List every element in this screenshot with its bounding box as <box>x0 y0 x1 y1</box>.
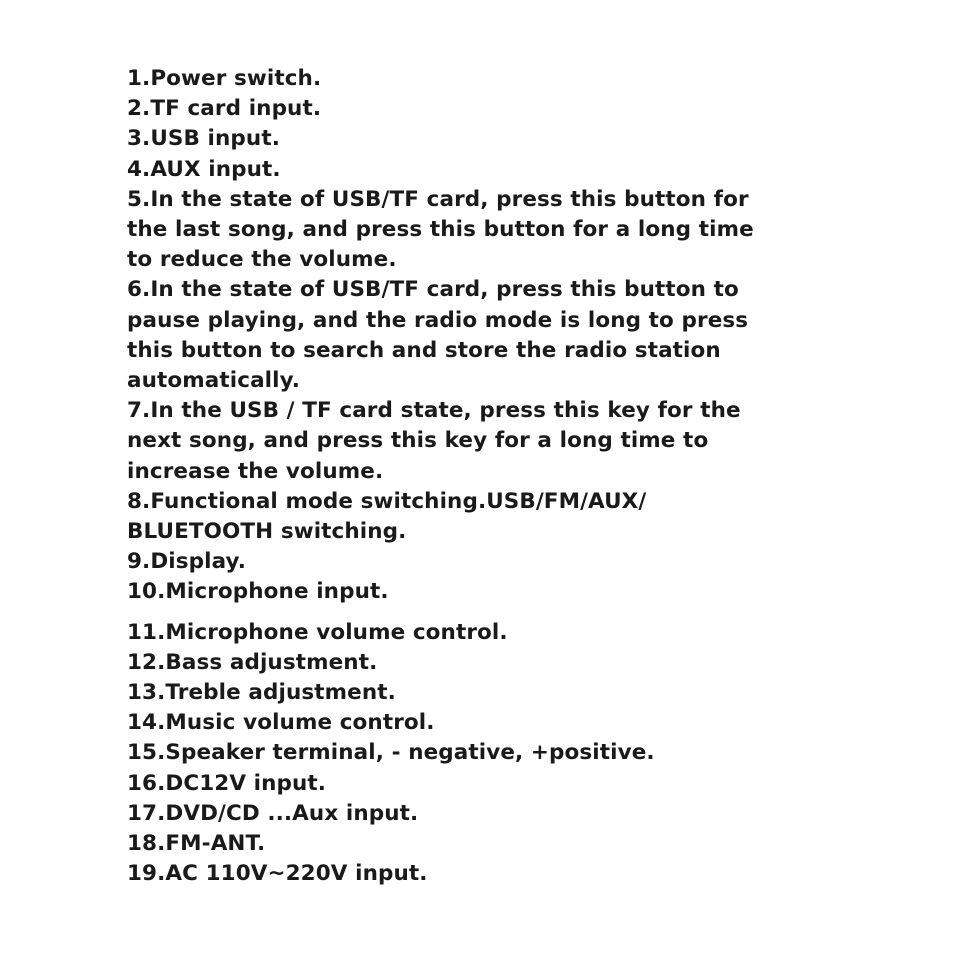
feature-item-line: 13.Treble adjustment. <box>127 680 396 706</box>
feature-item-line: 2.TF card input. <box>127 96 322 122</box>
feature-item <box>127 94 747 124</box>
feature-item <box>127 618 747 648</box>
feature-item-line: 5.In the state of USB/TF card, press this button for <box>127 186 749 212</box>
feature-item-line: 19.AC 110V~220V input. <box>127 861 428 887</box>
feature-item-line: 11.Microphone volume control. <box>127 619 508 645</box>
feature-item-line: 1.Power switch. <box>127 66 322 91</box>
feature-item <box>127 185 754 276</box>
feature-item <box>127 577 747 607</box>
feature-item-line: automatically. <box>127 368 301 394</box>
feature-item-line: 9.Display. <box>127 549 246 575</box>
feature-item <box>127 738 747 768</box>
feature-item <box>127 648 747 678</box>
feature-item <box>127 275 747 396</box>
block-gap <box>127 608 747 618</box>
feature-item-line: pause playing, and the radio mode is long to press <box>127 307 749 333</box>
feature-item-line: next song, and press this key for a long time to <box>127 428 709 454</box>
feature-item-line: this button to search and store the radio station <box>127 337 721 363</box>
feature-item-line: 10.Microphone input. <box>127 579 389 605</box>
feature-item <box>127 396 747 487</box>
feature-item <box>127 708 747 738</box>
feature-item-line: 17.DVD/CD ...Aux input. <box>127 800 419 826</box>
feature-item-line: increase the volume. <box>127 458 384 484</box>
feature-item <box>127 769 747 799</box>
feature-item <box>127 155 747 185</box>
feature-item-line: 7.In the USB / TF card state, press this key for the <box>127 398 741 424</box>
feature-item-line: 6.In the state of USB/TF card, press this button to <box>127 277 739 303</box>
feature-item-line: BLUETOOTH switching. <box>127 519 407 545</box>
feature-item-line: 3.USB input. <box>127 126 280 152</box>
feature-list-block-2 <box>127 618 747 890</box>
feature-item-line: 14.Music volume control. <box>127 710 435 736</box>
feature-item <box>127 799 747 829</box>
feature-item-line: 8.Functional mode switching.USB/FM/AUX/ <box>127 488 647 514</box>
feature-item-line: 12.Bass adjustment. <box>127 649 378 675</box>
feature-item-line: the last song, and press this button for a long time <box>127 217 754 243</box>
feature-item <box>127 64 747 94</box>
feature-item <box>127 487 747 547</box>
feature-item <box>127 829 747 859</box>
feature-item-line: 4.AUX input. <box>127 156 281 182</box>
feature-list <box>127 64 754 889</box>
feature-item-line: to reduce the volume. <box>127 247 397 273</box>
feature-list-block-1 <box>127 64 754 608</box>
feature-item-line: 16.DC12V input. <box>127 770 327 796</box>
feature-item-line: 18.FM-ANT. <box>127 831 266 857</box>
feature-item <box>127 678 747 708</box>
feature-item-line: 15.Speaker terminal, - negative, +positive. <box>127 740 655 766</box>
feature-item <box>127 547 747 577</box>
feature-item <box>127 859 747 889</box>
feature-item <box>127 124 747 154</box>
